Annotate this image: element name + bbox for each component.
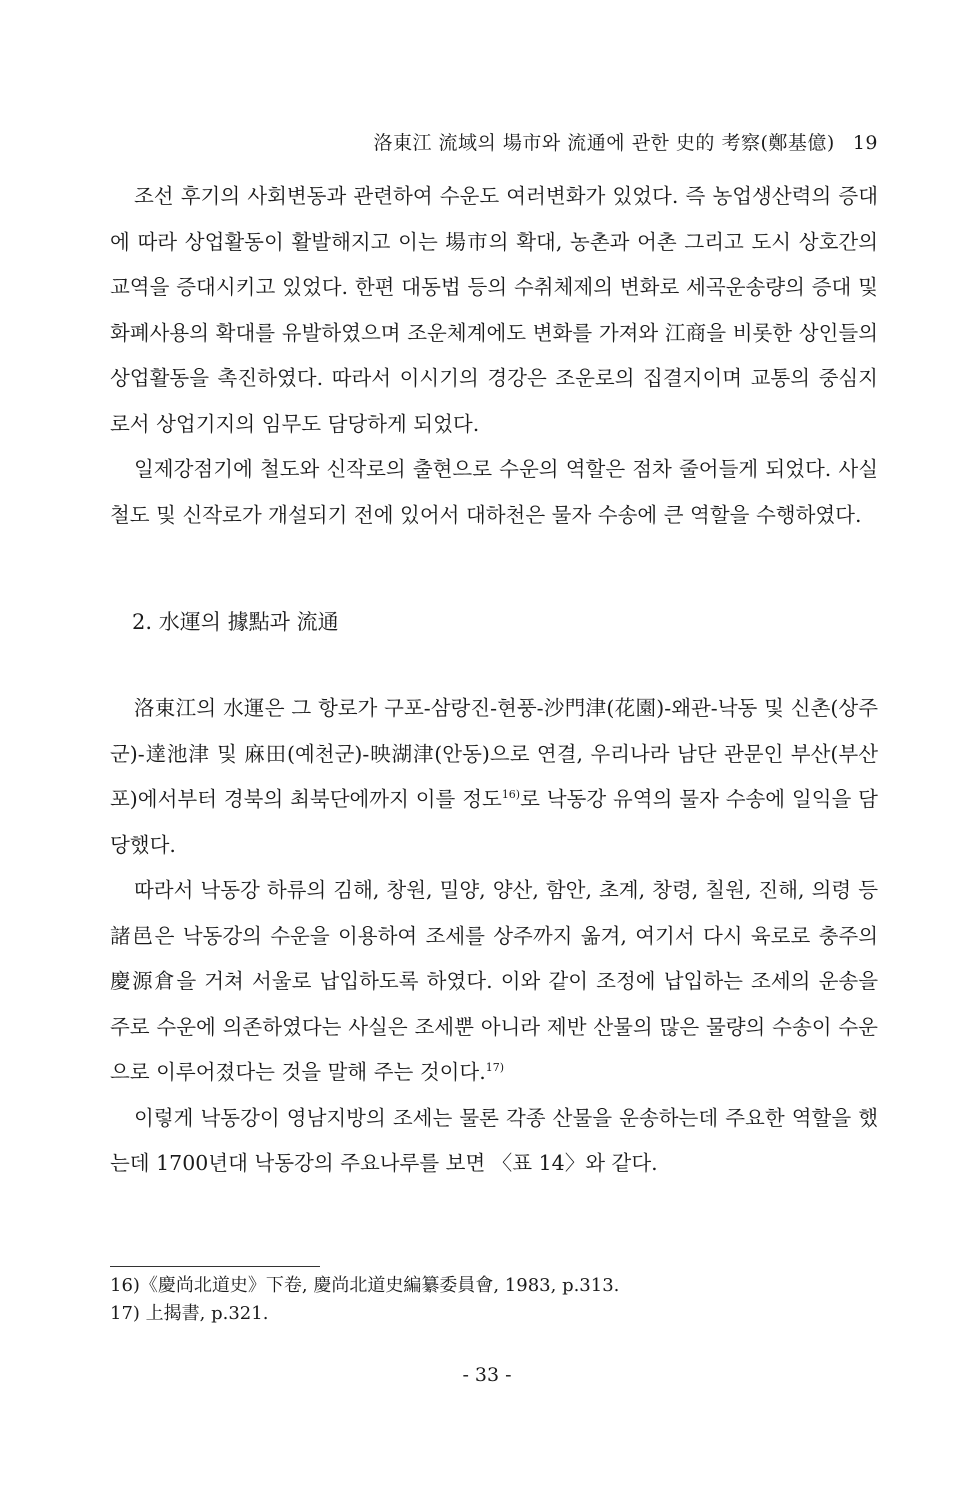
footnote-ref-16: 16): [501, 788, 521, 802]
paragraph-4: [110, 868, 878, 1096]
footnotes: [110, 1272, 878, 1328]
footnote-divider: [110, 1266, 320, 1267]
body-text-top: [110, 174, 878, 538]
paragraph-5: 이렇게 낙동강이 영남지방의 조세는 물론 각종 산물을 운송하는데 주요한 역할을 했는데 1700년대 낙동강의 주요나루를 보면 〈표 14〉와 같다.: [110, 1105, 878, 1175]
page-folio: - 33 -: [462, 1364, 512, 1386]
paragraph-3: [110, 686, 878, 868]
paragraph-3-text-end: 로 낙동강 유역의 물자 수송에 일익을 담당했다.: [110, 787, 878, 857]
section-heading: 2. 水運의 據點과 流通: [132, 610, 339, 634]
body-text-section: [110, 686, 878, 1187]
running-header: [110, 128, 878, 155]
running-title: 洛東江 流域의 場市와 流通에 관한 史的 考察(鄭基億): [373, 132, 835, 154]
paragraph-4-text: 따라서 낙동강 하류의 김해, 창원, 밀양, 양산, 함안, 초계, 창령, 칠원, 진해, 의령 등 諸邑은 낙동강의 수운을 이용하여 조세를 상주까지 옮겨, 여기서 다시 육로로 충주의 慶源倉을 거쳐 서울로 납입하도록 하였다. 이와 같이 조정에 납입하는 조세의 운송을 주로 수운에 의존하였다는 사실은 조세뿐 아니라 제반 산물의 많은 물량의 수송이 수운으로 이루어졌다는 것을 말해 주는 것이다.: [110, 878, 878, 1084]
paragraph-2: 일제강점기에 철도와 신작로의 출현으로 수운의 역할은 점차 줄어들게 되었다. 사실 철도 및 신작로가 개설되기 전에 있어서 대하천은 물자 수송에 큰 역할을 수행하였다.: [110, 457, 878, 527]
paragraph-1: 조선 후기의 사회변동과 관련하여 수운도 여러변화가 있었다. 즉 농업생산력의 증대에 따라 상업활동이 활발해지고 이는 場市의 확대, 농촌과 어촌 그리고 도시 상호간의 교역을 증대시키고 있었다. 한편 대동법 등의 수취체제의 변화로 세곡운송량의 증대 및 화폐사용의 확대를 유발하였으며 조운체계에도 변화를 가져와 江商을 비롯한 상인들의 상업활동을 촉진하였다. 따라서 이시기의 경강은 조운로의 집결지이며 교통의 중심지로서 상업기지의 임무도 담당하게 되었다.: [110, 184, 878, 436]
footnote-17: 17) 上揭書, p.321.: [110, 1303, 269, 1324]
paragraph-3-text: 洛東江의 水運은 그 항로가 구포-삼랑진-현풍-沙門津(花園)-왜관-낙동 및 신촌(상주군)-達池津 및 麻田(예천군)-映湖津(안동)으로 연결, 우리나라 남단 관문인 부산(부산포)에서부터 경북의 최북단에까지 이를 정도: [110, 696, 878, 811]
footnote-ref-17: 17): [485, 1061, 505, 1075]
footnote-16: 16)《慶尚北道史》下卷, 慶尚北道史編纂委員會, 1983, p.313.: [110, 1275, 620, 1296]
journal-page-number: 19: [852, 132, 878, 154]
